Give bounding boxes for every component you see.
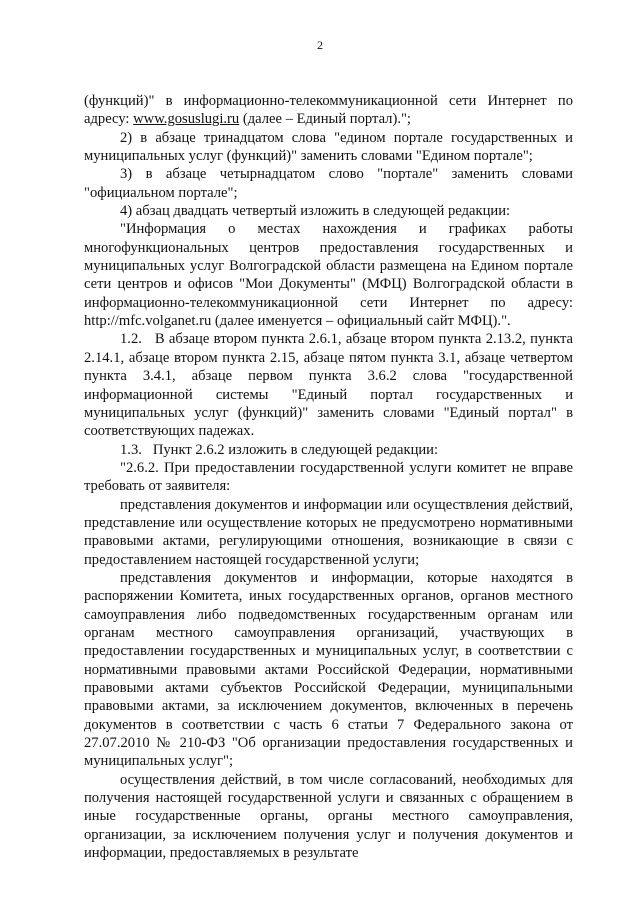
paragraph-clause-1-2: 1.2. В абзаце втором пункта 2.6.1, абзаце втором пункта 2.13.2, пункта 2.14.1, абзаце втором пункта 2.15, абзаце пятом пункта 3.1, абзаце четвертом пункта 3.4.1, абзаце первом пункта 3.6.2 слова "государственной информационной системы "Единый портал государственных и муниципальных услуг (функций)" заменить словами "Единый портал" в соответствующих падежах. (84, 331, 573, 440)
paragraph-clause-2-6-2: "2.6.2. При предоставлении государственной услуги комитет не вправе требовать от заявителя: (84, 459, 573, 495)
page-number: 2 (317, 38, 323, 52)
paragraph-item-3: 3) в абзаце четырнадцатом слово "портале" заменить словами "официальном портале"; (84, 166, 573, 201)
document-body (84, 92, 573, 862)
paragraph-requirement-1: представления документов и информации или осуществления действий, представление или осуществление которых не предусмотрено нормативными правовыми актами, регулирующими отношения, возникающие в связи с предоставлением настоящей государственной услуги; (84, 496, 573, 568)
paragraph-text: (далее – Единый портал)."; (239, 111, 411, 128)
paragraph-requirement-3: осуществления действий, в том числе согласований, необходимых для получения настоящей государственной услуги и связанных с обращением в иные государственные органы, органы местного самоуправления, организации, за исключением получения услуг и получения документов и информации, предоставляемых в результате (84, 771, 573, 862)
paragraph-quote-mfc-info: "Информация о местах нахождения и графиках работы многофункциональных центров предоставления государственных и муниципальных услуг Волгоградской области размещена на Едином портале сети центров и офисов "Мои Документы" (МФЦ) Волгоградской области в информационно-телекоммуникационной сети Интернет по адресу: http://mfc.volganet.ru (далее именуется – официальный сайт МФЦ).". (84, 221, 573, 330)
paragraph-item-2: 2) в абзаце тринадцатом слова "едином портале государственных и муниципальных услуг (функций)" заменить словами "Едином портале"; (84, 129, 573, 165)
paragraph-requirement-2: представления документов и информации, которые находятся в распоряжении Комитета, иных государственных органов, органов местного самоуправления либо подведомственных государственным органам или органам местного самоуправления организаций, участвующих в предоставлении государственных и муниципальных услуг, в соответствии с нормативными правовыми актами Российской Федерации, нормативными правовыми актами субъектов Российской Федерации, муниципальными правовыми актами, за исключением документов, включенных в перечень документов в соответствии с часть 6 статьи 7 Федерального закона от 27.07.2010 № 210-ФЗ "Об организации предоставления государственных и муниципальных услуг"; (84, 569, 573, 770)
paragraph-clause-1-3: 1.3. Пункт 2.6.2 изложить в следующей редакции: (120, 441, 439, 458)
gosuslugi-link[interactable]: www.gosuslugi.ru (133, 111, 240, 128)
paragraph-item-4: 4) абзац двадцать четвертый изложить в следующей редакции: (120, 203, 511, 220)
paragraph-text: (функций)" в информационно-телекоммуникационной сети Интернет по адресу: (84, 93, 573, 128)
paragraph-continuation (84, 92, 573, 129)
